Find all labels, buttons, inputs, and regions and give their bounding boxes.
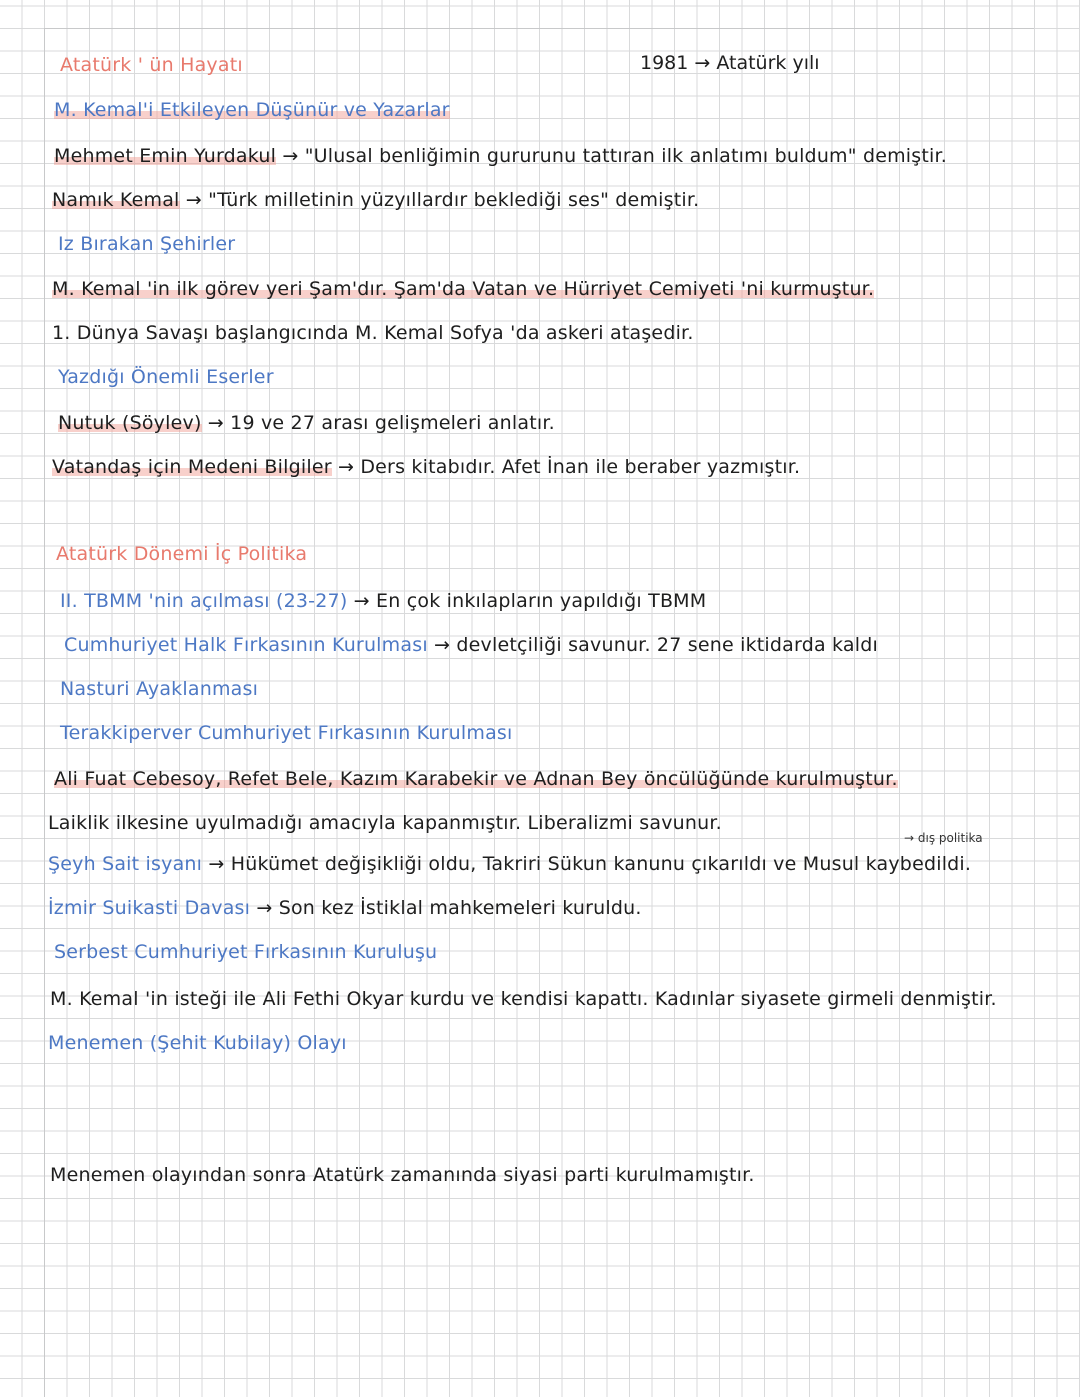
seyh-sait-name: Şeyh Sait isyanı	[48, 853, 203, 875]
line-sofya: 1. Dünya Savaşı başlangıcında M. Kemal Sofya 'da askeri ataşedir.	[52, 322, 694, 344]
izmir-text: → Son kez İstiklal mahkemeleri kuruldu.	[250, 897, 642, 919]
namik-kemal-name: Namık Kemal	[52, 189, 180, 211]
note-dis-politika: → dış politika	[904, 831, 983, 845]
line-menemen: Menemen (Şehit Kubilay) Olayı	[48, 1032, 347, 1054]
nutuk-name: Nutuk (Söylev)	[58, 412, 202, 434]
heading-ataturk-hayati: Atatürk ' ün Hayatı	[60, 54, 243, 76]
line-namik-kemal	[52, 187, 699, 213]
heading-etkileyen-text: M. Kemal'i Etkileyen Düşünür ve Yazarlar	[54, 99, 450, 121]
tbmm-text: → En çok inkılapların yapıldığı TBMM	[347, 590, 707, 612]
line-final: Menemen olayından sonra Atatürk zamanında siyasi parti kurulmamıştır.	[50, 1164, 755, 1186]
line-tcf: Terakkiperver Cumhuriyet Fırkasının Kurulması	[60, 722, 513, 744]
namik-kemal-arrow: →	[179, 189, 209, 211]
namik-kemal-quote: "Türk milletinin yüzyıllardır beklediği ses" demiştir.	[208, 189, 700, 211]
line-chf	[64, 632, 878, 658]
line-sf-detail: M. Kemal 'in isteği ile Ali Fethi Okyar kurdu ve kendisi kapattı. Kadınlar siyasete girmeli denmiştir.	[50, 988, 997, 1010]
sam-text: M. Kemal 'in ilk görev yeri Şam'dır. Şam'da Vatan ve Hürriyet Cemiyeti 'ni kurmuştur.	[52, 278, 875, 300]
line-mehmet-emin	[54, 143, 947, 169]
izmir-name: İzmir Suikasti Davası	[48, 897, 251, 919]
line-tcf-founders	[54, 766, 898, 792]
mehmet-emin-arrow: →	[276, 145, 305, 167]
chf-name: Cumhuriyet Halk Fırkasının Kurulması	[64, 634, 428, 656]
chf-text: → devletçiliği savunur. 27 sene iktidarda kaldı	[427, 634, 878, 656]
line-sf: Serbest Cumhuriyet Fırkasının Kuruluşu	[54, 941, 438, 963]
heading-ic-politika: Atatürk Dönemi İç Politika	[56, 543, 308, 565]
mehmet-emin-name: Mehmet Emin Yurdakul	[54, 145, 277, 167]
tbmm-name: II. TBMM 'nin açılması (23-27)	[60, 590, 348, 612]
line-nasturi: Nasturi Ayaklanması	[60, 678, 259, 700]
line-tcf-laiklik: Laiklik ilkesine uyulmadığı amacıyla kapanmıştır. Liberalizmi savunur.	[48, 812, 722, 834]
line-seyh-sait	[48, 851, 971, 877]
vatandas-name: Vatandaş için Medeni Bilgiler	[52, 456, 332, 478]
line-sam	[52, 276, 874, 302]
heading-etkileyen	[54, 97, 450, 123]
line-nutuk	[58, 410, 555, 436]
seyh-sait-text: → Hükümet değişikliği oldu, Takriri Sükun kanunu çıkarıldı ve Musul kaybedildi.	[202, 853, 972, 875]
vatandas-text: → Ders kitabıdır. Afet İnan ile beraber yazmıştır.	[331, 456, 801, 478]
nutuk-text: → 19 ve 27 arası gelişmeleri anlatır.	[201, 412, 555, 434]
tcf-founders-text: Ali Fuat Cebesoy, Refet Bele, Kazım Karabekir ve Adnan Bey öncülüğünde kurulmuştur.	[54, 768, 898, 790]
heading-eserler: Yazdığı Önemli Eserler	[58, 366, 274, 388]
line-izmir	[48, 895, 642, 921]
heading-iz-birakan: Iz Bırakan Şehirler	[58, 233, 236, 255]
mehmet-emin-quote: "Ulusal benliğimin gururunu tattıran ilk anlatımı buldum" demiştir.	[304, 145, 948, 167]
year-note: 1981 → Atatürk yılı	[640, 52, 820, 74]
line-vatandas	[52, 454, 800, 480]
line-tbmm	[60, 588, 706, 614]
